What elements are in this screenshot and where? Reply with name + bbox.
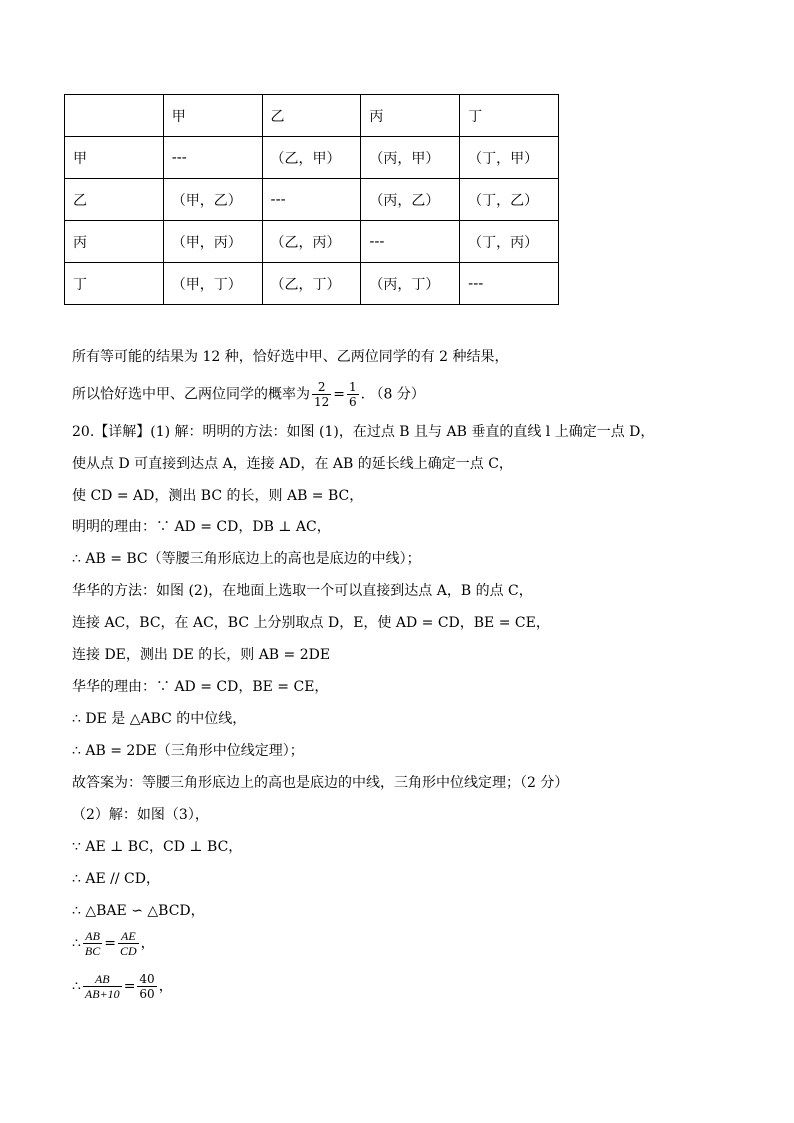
- table-cell: ---: [163, 137, 262, 179]
- denominator: CD: [120, 944, 137, 958]
- therefore-sign: ∴: [72, 935, 81, 952]
- table-row: [65, 263, 559, 305]
- fraction: [312, 380, 331, 409]
- table-cell: 丙: [65, 221, 164, 263]
- solution-line: ∴ AE // CD，: [72, 871, 160, 887]
- solution-line: 使 CD = AD，测出 BC 的长，则 AB = BC，: [72, 488, 364, 504]
- table-cell: ---: [361, 221, 460, 263]
- fraction: [83, 972, 122, 1001]
- solution-line: 20.【详解】(1) 解：明明的方法：如图 (1)，在过点 B 且与 AB 垂直的直线 l 上确定一点 D，: [72, 424, 655, 440]
- table-cell: ---: [262, 179, 361, 221]
- solution-line: ∴ DE 是 △ABC 的中位线，: [72, 711, 247, 727]
- table-cell: 甲: [163, 95, 262, 137]
- pair-outcome-table: [64, 94, 559, 305]
- solution-line: 使从点 D 可直接到达点 A，连接 AD，在 AB 的延长线上确定一点 C，: [72, 456, 513, 472]
- numerator: 1: [349, 380, 357, 394]
- probability-line: [72, 380, 425, 409]
- solution-line: 所有等可能的结果为 12 种，恰好选中甲、乙两位同学的有 2 种结果，: [72, 349, 509, 365]
- denominator: 12: [314, 395, 330, 409]
- ratio-line: [72, 929, 155, 958]
- numerator: AB: [83, 972, 122, 987]
- solution-line: 连接 AC，BC，在 AC，BC 上分别取点 D，E，使 AD = CD，BE = CE，: [72, 615, 550, 631]
- solution-line: 明明的理由：∵ AD = CD，DB ⊥ AC，: [72, 519, 331, 535]
- line-text: ，: [140, 935, 155, 952]
- table-cell: 甲: [65, 137, 164, 179]
- table-row: [65, 221, 559, 263]
- table-cell: （丁，丙）: [460, 221, 559, 263]
- table-cell: （丙，丁）: [361, 263, 460, 305]
- table-row: [65, 179, 559, 221]
- table-cell: 乙: [262, 95, 361, 137]
- table-cell: （乙，甲）: [262, 137, 361, 179]
- denominator: 60: [139, 987, 155, 1001]
- solution-line: 华华的理由：∵ AD = CD，BE = CE，: [72, 679, 329, 695]
- solution-line: 连接 DE，测出 DE 的长，则 AB = 2DE: [72, 647, 331, 663]
- ratio-line: [72, 972, 173, 1001]
- table-cell: 丁: [460, 95, 559, 137]
- numerator: AE: [118, 929, 139, 944]
- denominator: AB+10: [84, 987, 120, 1001]
- line-text: 所以恰好选中甲、乙两位同学的概率为: [72, 386, 310, 403]
- table-cell: 丙: [361, 95, 460, 137]
- numerator: 2: [312, 380, 331, 395]
- equals-sign: =: [104, 935, 116, 952]
- line-text: ，: [158, 978, 173, 995]
- table-cell: [65, 95, 164, 137]
- table-cell: （丁，乙）: [460, 179, 559, 221]
- denominator: BC: [84, 944, 101, 958]
- table-cell: （甲，乙）: [163, 179, 262, 221]
- solution-line: ∴ AB = 2DE（三角形中位线定理）；: [72, 743, 304, 759]
- equals-sign: =: [123, 978, 136, 995]
- table-cell: （丁，甲）: [460, 137, 559, 179]
- table-cell: ---: [460, 263, 559, 305]
- table-row: [65, 137, 559, 179]
- table-cell: 丁: [65, 263, 164, 305]
- fraction: [83, 929, 102, 958]
- table-cell: （乙，丙）: [262, 221, 361, 263]
- solution-line: ∵ AE ⊥ BC，CD ⊥ BC，: [72, 839, 243, 855]
- table-cell: （乙，丁）: [262, 263, 361, 305]
- solution-line: 华华的方法：如图 (2)，在地面上选取一个可以直接到达点 A，B 的点 C，: [72, 583, 533, 599]
- line-text: . （8 分）: [360, 386, 425, 403]
- denominator: 6: [349, 395, 357, 409]
- numerator: 40: [139, 972, 155, 986]
- solution-line: ∴ △BAE ∽ △BCD，: [72, 903, 205, 919]
- table-cell: （丙，乙）: [361, 179, 460, 221]
- solution-line: （2）解：如图（3），: [72, 807, 209, 823]
- fraction: [118, 929, 139, 958]
- table-cell: 乙: [65, 179, 164, 221]
- table-cell: （丙，甲）: [361, 137, 460, 179]
- solution-line: 故答案为：等腰三角形底边上的高也是底边的中线，三角形中位线定理；（2 分）: [72, 775, 569, 791]
- table-cell: （甲，丙）: [163, 221, 262, 263]
- fraction: [347, 380, 359, 409]
- equals-sign: =: [333, 386, 346, 403]
- solution-line: ∴ AB = BC（等腰三角形底边上的高也是底边的中线）；: [72, 551, 421, 567]
- fraction: [137, 972, 156, 1001]
- therefore-sign: ∴: [72, 978, 81, 995]
- numerator: AB: [83, 929, 102, 944]
- table-cell: （甲，丁）: [163, 263, 262, 305]
- table-header-row: [65, 95, 559, 137]
